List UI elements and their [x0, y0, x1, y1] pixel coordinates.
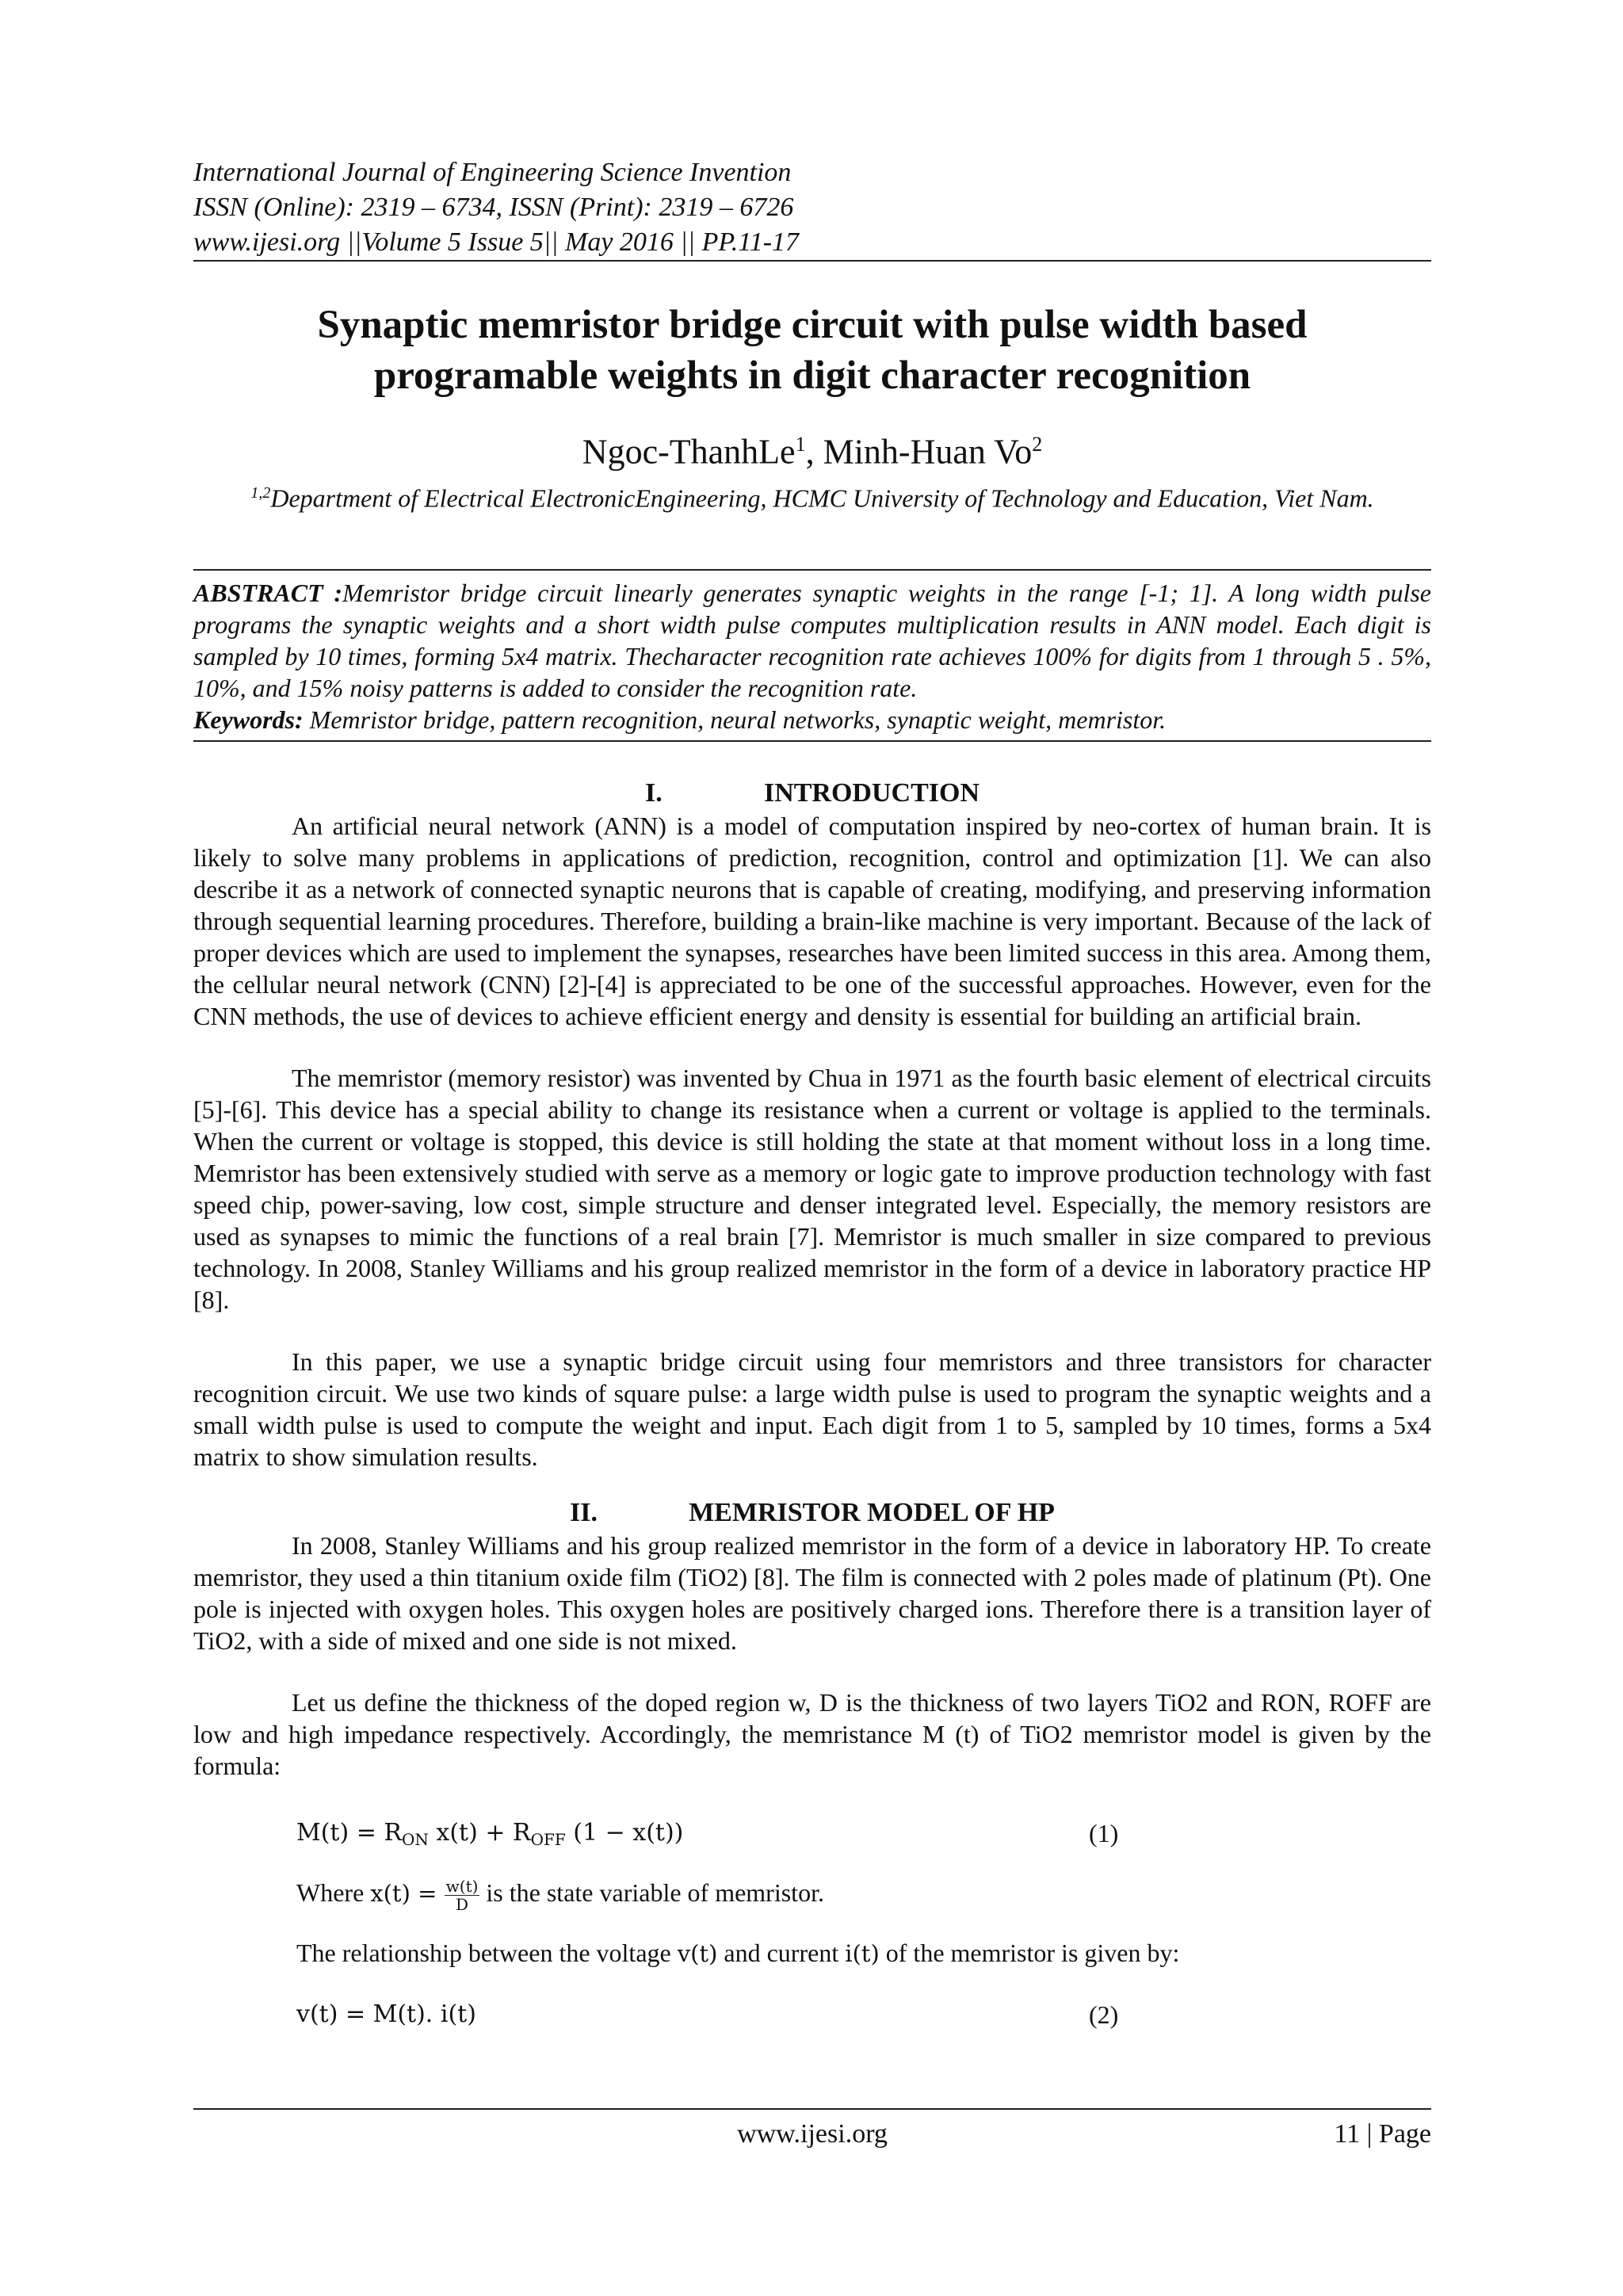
paragraph-model-2: Let us define the thickness of the doped region w, D is the thickness of two layers TiO2 and RON, ROFF are low and high impedance respectively. Accordingly, the memristance M (t) of TiO2 memristor model is given by the formula:: [193, 1688, 1431, 1781]
author-1-sup: 1: [795, 433, 806, 456]
abstract: [193, 577, 1431, 704]
fraction-numerator: w(t): [445, 1877, 479, 1897]
affiliation-sup: 1,2: [250, 483, 271, 502]
journal-name: International Journal of Engineering Science Invention: [193, 158, 792, 187]
relation-i: i(t): [845, 1940, 880, 1968]
eq1-part-b: x(t) + R: [428, 1819, 531, 1847]
equation-1: [296, 1813, 1431, 1853]
section-number: II.: [570, 1498, 598, 1528]
where-statement: [296, 1875, 1431, 1913]
abstract-box: [193, 569, 1431, 742]
page-footer: [193, 2108, 1431, 2149]
where-post: is the state variable of memristor.: [479, 1878, 824, 1908]
journal-volume: www.ijesi.org ||Volume 5 Issue 5|| May 2016 || PP.11-17: [193, 227, 800, 257]
section-heading-introduction: [193, 777, 1431, 810]
paper-title: [193, 300, 1431, 401]
title-line-2: programable weights in digit character recognition: [373, 353, 1251, 398]
eq1-part-a: M(t) = R: [296, 1819, 402, 1847]
eq1-sub-off: OFF: [530, 1830, 566, 1850]
paragraph-intro-1: An artificial neural network (ANN) is a model of computation inspired by neo-cortex of human brain. It is likely to solve many problems in applications of prediction, recognition, control and optimization [1]. We can also describe it as a network of connected synaptic neurons that is capable of creating, modifying, and preserving information through sequential learning procedures. Therefore, building a brain-like machine is very important. Because of the lack of proper devices which are used to implement the synapses, researches have been limited success in this area. Among them, the cellular neural network (CNN) [2]-[4] is appreciated to be one of the successful approaches. However, even for the CNN methods, the use of devices to achieve efficient energy and density is essential for building an artificial brain.: [193, 812, 1431, 1031]
section-title: MEMRISTOR MODEL OF HP: [689, 1498, 1055, 1528]
keywords-text: Memristor bridge, pattern recognition, neural networks, synaptic weight, memristor.: [303, 705, 1167, 735]
equation-2-number: (2): [1089, 2000, 1119, 2030]
eq2-text: v(t) = M(t). i(t): [296, 2000, 476, 2029]
relation-a: The relationship between the voltage: [296, 1939, 678, 1968]
state-fraction: [445, 1878, 480, 1913]
page-body: [193, 155, 1431, 2034]
where-lhs: x(t) =: [370, 1880, 445, 1908]
author-separator: ,: [805, 432, 823, 472]
section-title: INTRODUCTION: [763, 778, 980, 808]
fraction-denominator: D: [456, 1895, 469, 1915]
author-1: Ngoc-ThanhLe: [582, 432, 796, 472]
affiliation-text: Department of Electrical ElectronicEngineering, HCMC University of Technology and Education, Viet Nam.: [270, 483, 1374, 513]
abstract-text: Memristor bridge circuit linearly generates synaptic weights in the range [-1; 1]. A long width pulse programs the synaptic weights and a short width pulse computes multiplication results in ANN model. Each digit is sampled by 10 times, forming 5x4 matrix. Thecharacter recognition rate achieves 100% for digits from 1 through 5 . 5%, 10%, and 15% noisy patterns is added to consider the recognition rate.: [193, 579, 1432, 703]
authors: [193, 423, 1431, 474]
section-heading-memristor-model: [193, 1496, 1431, 1530]
author-2: Minh-Huan Vo: [823, 432, 1033, 472]
relation-b: and current: [717, 1939, 846, 1968]
relation-c: of the memristor is given by:: [879, 1939, 1180, 1968]
keywords: [193, 704, 1431, 735]
abstract-label: ABSTRACT :: [193, 579, 342, 608]
equation-2: [296, 1995, 1431, 2034]
affiliation: [193, 477, 1431, 514]
author-2-sup: 2: [1032, 433, 1043, 456]
paragraph-intro-2: The memristor (memory resistor) was invented by Chua in 1971 as the fourth basic element of electrical circuits [5]-[6]. This device has a special ability to change its resistance when a current or voltage is applied to the terminals. When the current or voltage is stopped, this device is still holding the state at that moment without loss in a long time. Memristor has been extensively studied with serve as a memory or logic gate to improve production technology with fast speed chip, power-saving, low cost, simple structure and denser integrated level. Especially, the memory resistors are used as synapses to mimic the functions of a real brain [7]. Memristor is much smaller in size compared to previous technology. In 2008, Stanley Williams and his group realized memristor in the form of a device in laboratory practice HP [8].: [193, 1064, 1431, 1315]
paragraph-intro-3: In this paper, we use a synaptic bridge circuit using four memristors and three transistors for character recognition circuit. We use two kinds of square pulse: a large width pulse is used to program the synaptic weights and a small width pulse is used to compute the weight and input. Each digit from 1 to 5, sampled by 10 times, forms a 5x4 matrix to show simulation results.: [193, 1347, 1431, 1472]
relation-statement: [296, 1935, 1431, 1971]
eq1-part-c: (1 − x(t)): [565, 1819, 684, 1847]
title-line-1: Synaptic memristor bridge circuit with pulse width based: [317, 303, 1308, 347]
eq1-sub-on: ON: [401, 1830, 429, 1850]
journal-issn: ISSN (Online): 2319 – 6734, ISSN (Print): 2319 – 6726: [193, 193, 794, 222]
footer-site: www.ijesi.org: [737, 2119, 888, 2149]
where-pre: Where: [296, 1878, 371, 1908]
header-rule: [193, 260, 1431, 262]
section-number: I.: [644, 778, 663, 808]
relation-v: v(t): [677, 1940, 718, 1968]
paragraph-model-1: In 2008, Stanley Williams and his group realized memristor in the form of a device in laboratory HP. To create memristor, they used a thin titanium oxide film (TiO2) [8]. The film is connected with 2 poles made of platinum (Pt). One pole is injected with oxygen holes. This oxygen holes are positively charged ions. Therefore there is a transition layer of TiO2, with a side of mixed and one side is not mixed.: [193, 1531, 1431, 1656]
footer-page-number: 11 | Page: [1334, 2119, 1431, 2149]
keywords-label: Keywords:: [193, 705, 304, 735]
equation-1-number: (1): [1089, 1819, 1119, 1848]
